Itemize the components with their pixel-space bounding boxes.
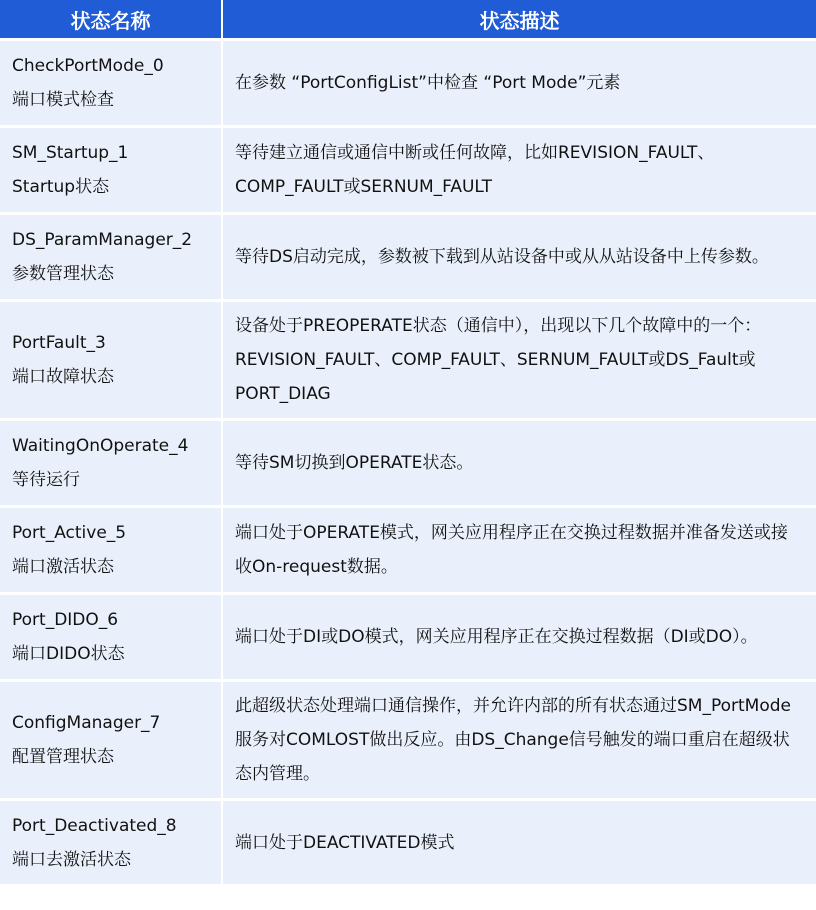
state-description-cell [222,214,816,301]
state-description: 等待DS启动完成，参数被下载到从站设备中或从从站设备中上传参数。 [235,247,769,267]
table-row [0,214,816,301]
table-row [0,40,816,127]
state-description: 端口处于DI或DO模式，网关应用程序正在交换过程数据（DI或DO）。 [235,627,758,647]
table-row [0,127,816,214]
state-description-cell [222,800,816,885]
state-id: ConfigManager_7 [12,713,161,733]
state-name-cell [0,800,222,885]
state-id: Port_Deactivated_8 [12,815,177,836]
state-description: 此超级状态处理端口通信操作，并允许内部的所有状态通过SM_PortMode服务对COMLOST做出反应。由DS_Change信号触发的端口重启在超级状态内管理。 [235,696,791,784]
state-description: 等待建立通信或通信中断或任何故障，比如REVISION_FAULT、COMP_FAULT或SERNUM_FAULT [235,143,715,197]
state-description-cell [222,507,816,594]
table-row [0,420,816,507]
state-name-cell [0,301,222,420]
table-row [0,681,816,800]
state-name-cn: 端口激活状态 [12,557,114,577]
state-description: 端口处于OPERATE模式，网关应用程序正在交换过程数据并准备发送或接收On-request数据。 [235,523,788,577]
state-description-cell [222,127,816,214]
state-name-cn: 等待运行 [12,470,80,490]
table-row [0,594,816,681]
state-id: CheckPortMode_0 [12,56,164,76]
state-id: SM_Startup_1 [12,143,129,163]
state-id: WaitingOnOperate_4 [12,436,189,456]
state-description-cell [222,420,816,507]
state-name-cell [0,40,222,127]
state-name-cell [0,681,222,800]
state-name-cell [0,127,222,214]
state-name-cn: 端口模式检查 [12,90,114,110]
table-header-row [0,0,816,40]
table-row [0,507,816,594]
state-description-cell [222,681,816,800]
state-id: DS_ParamManager_2 [12,230,193,250]
state-description: 设备处于PREOPERATE状态（通信中），出现以下几个故障中的一个：REVISION_FAULT、COMP_FAULT、SERNUM_FAULT或DS_Fault或PORT_DIAG [235,316,762,404]
state-id: Port_DIDO_6 [12,610,119,630]
state-name-cell [0,420,222,507]
state-description-cell [222,594,816,681]
header-state-description: 状态描述 [222,0,816,40]
state-id: Port_Active_5 [12,523,127,543]
state-name-cell [0,507,222,594]
state-id: PortFault_3 [12,333,106,353]
state-name-cn: 配置管理状态 [12,747,114,767]
state-name-cn: 参数管理状态 [12,264,114,284]
state-description: 端口处于DEACTIVATED模式 [235,832,455,853]
state-description-cell [222,40,816,127]
state-name-cn: 端口DIDO状态 [12,644,125,664]
header-state-name: 状态名称 [0,0,222,40]
table-row [0,301,816,420]
table-row [0,800,816,885]
state-description: 等待SM切换到OPERATE状态。 [235,453,474,473]
state-name-cell [0,214,222,301]
state-description: 在参数 “PortConfigList”中检查 “Port Mode”元素 [235,73,621,93]
state-name-cell [0,594,222,681]
state-name-cn: Startup状态 [12,177,110,197]
state-description-cell [222,301,816,420]
state-name-cn: 端口故障状态 [12,367,114,387]
state-name-cn: 端口去激活状态 [12,849,131,870]
